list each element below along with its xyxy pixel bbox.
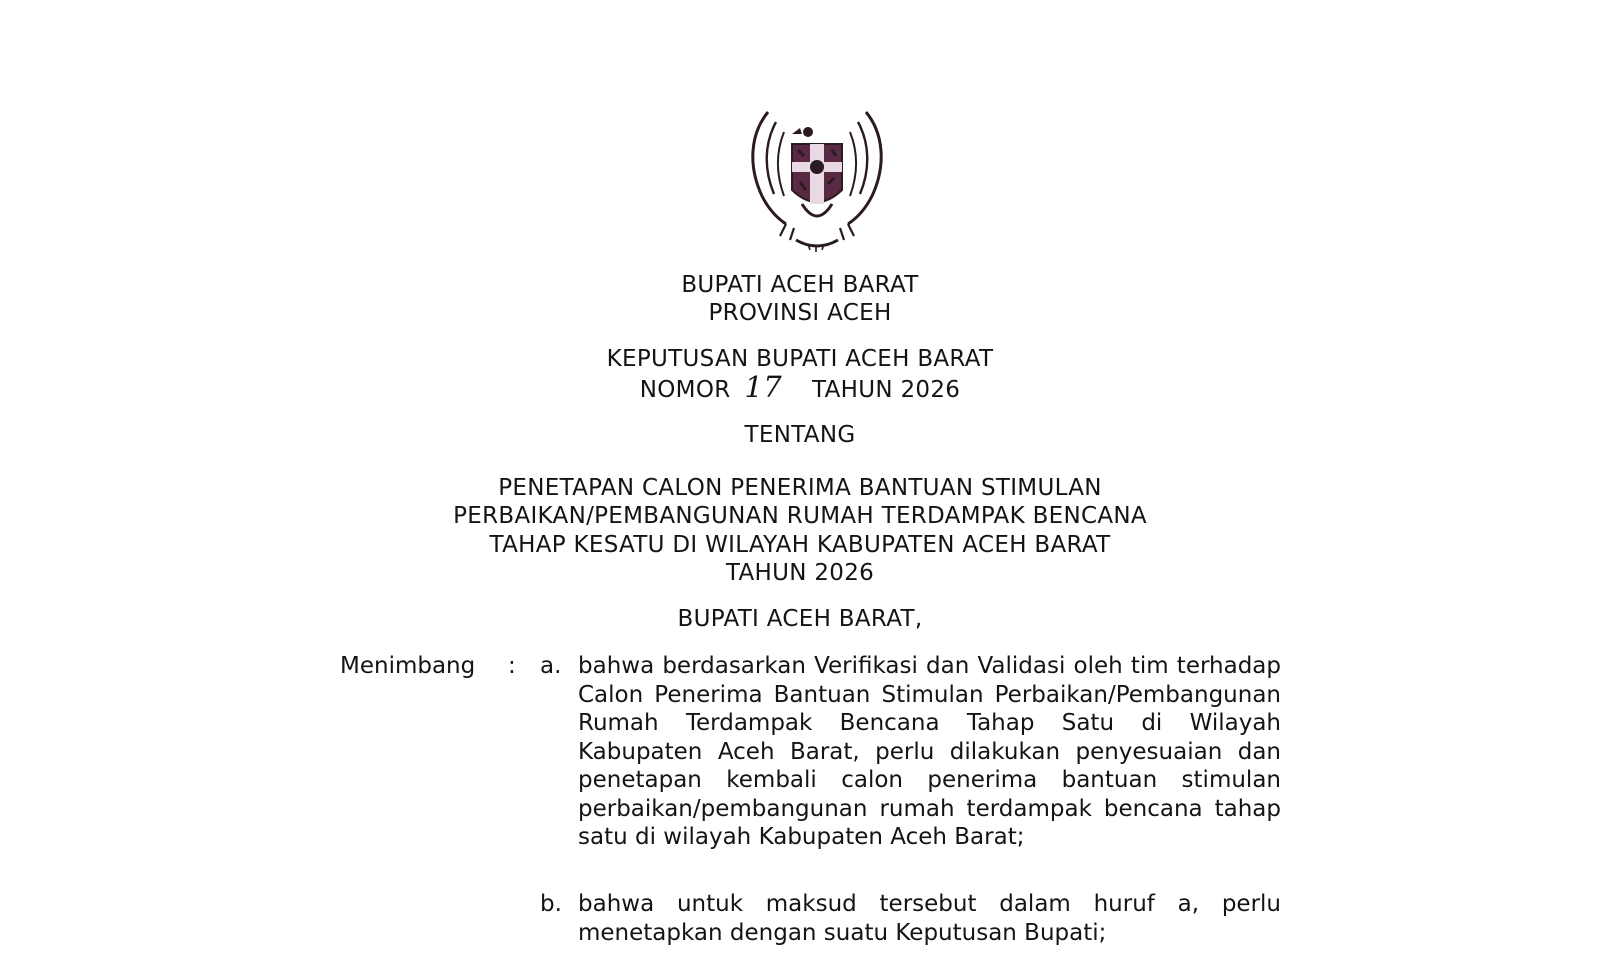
decree-number-line bbox=[0, 370, 1600, 405]
consideration-text-b: bahwa untuk maksud tersebut dalam huruf a, perlu menetapkan dengan suatu Keputusan Bupati; bbox=[578, 891, 1281, 946]
garuda-emblem-icon bbox=[746, 104, 888, 254]
nomor-value: 17 bbox=[744, 370, 783, 404]
nomor-label: NOMOR bbox=[639, 377, 731, 403]
consideration-letter-b: b. bbox=[540, 891, 562, 917]
menimbang-separator: : bbox=[508, 653, 516, 679]
subject-line-4: TAHUN 2026 bbox=[725, 560, 875, 586]
tahun-label: TAHUN 2026 bbox=[812, 377, 961, 403]
consideration-text-a: bahwa berdasarkan Verifikasi dan Validasi oleh tim terhadap Calon Penerima Bantuan Stimulan Perbaikan/Pembangunan Rumah Terdampak Bencana Tahap Satu di Wilayah Kabupaten Aceh Barat, perlu dilakukan penyesuaian dan penetapan kembali calon penerima bantuan stimulan perbaikan/pembangunan rumah terdampak bencana tahap satu di wilayah Kabupaten Aceh Barat; bbox=[578, 653, 1281, 850]
decree-title: KEPUTUSAN BUPATI ACEH BARAT bbox=[606, 346, 994, 372]
header-province: PROVINSI ACEH bbox=[708, 300, 892, 326]
issuer-heading: BUPATI ACEH BARAT, bbox=[677, 606, 923, 632]
subject-line-2: PERBAIKAN/PEMBANGUNAN RUMAH TERDAMPAK BENCANA bbox=[453, 503, 1147, 529]
menimbang-label: Menimbang bbox=[340, 653, 476, 679]
header-title: BUPATI ACEH BARAT bbox=[681, 272, 919, 298]
subject-line-3: TAHAP KESATU DI WILAYAH KABUPATEN ACEH BARAT bbox=[489, 532, 1111, 558]
tentang-heading: TENTANG bbox=[744, 422, 856, 448]
subject-line-1: PENETAPAN CALON PENERIMA BANTUAN STIMULAN bbox=[498, 475, 1102, 501]
consideration-letter-a: a. bbox=[540, 653, 562, 679]
